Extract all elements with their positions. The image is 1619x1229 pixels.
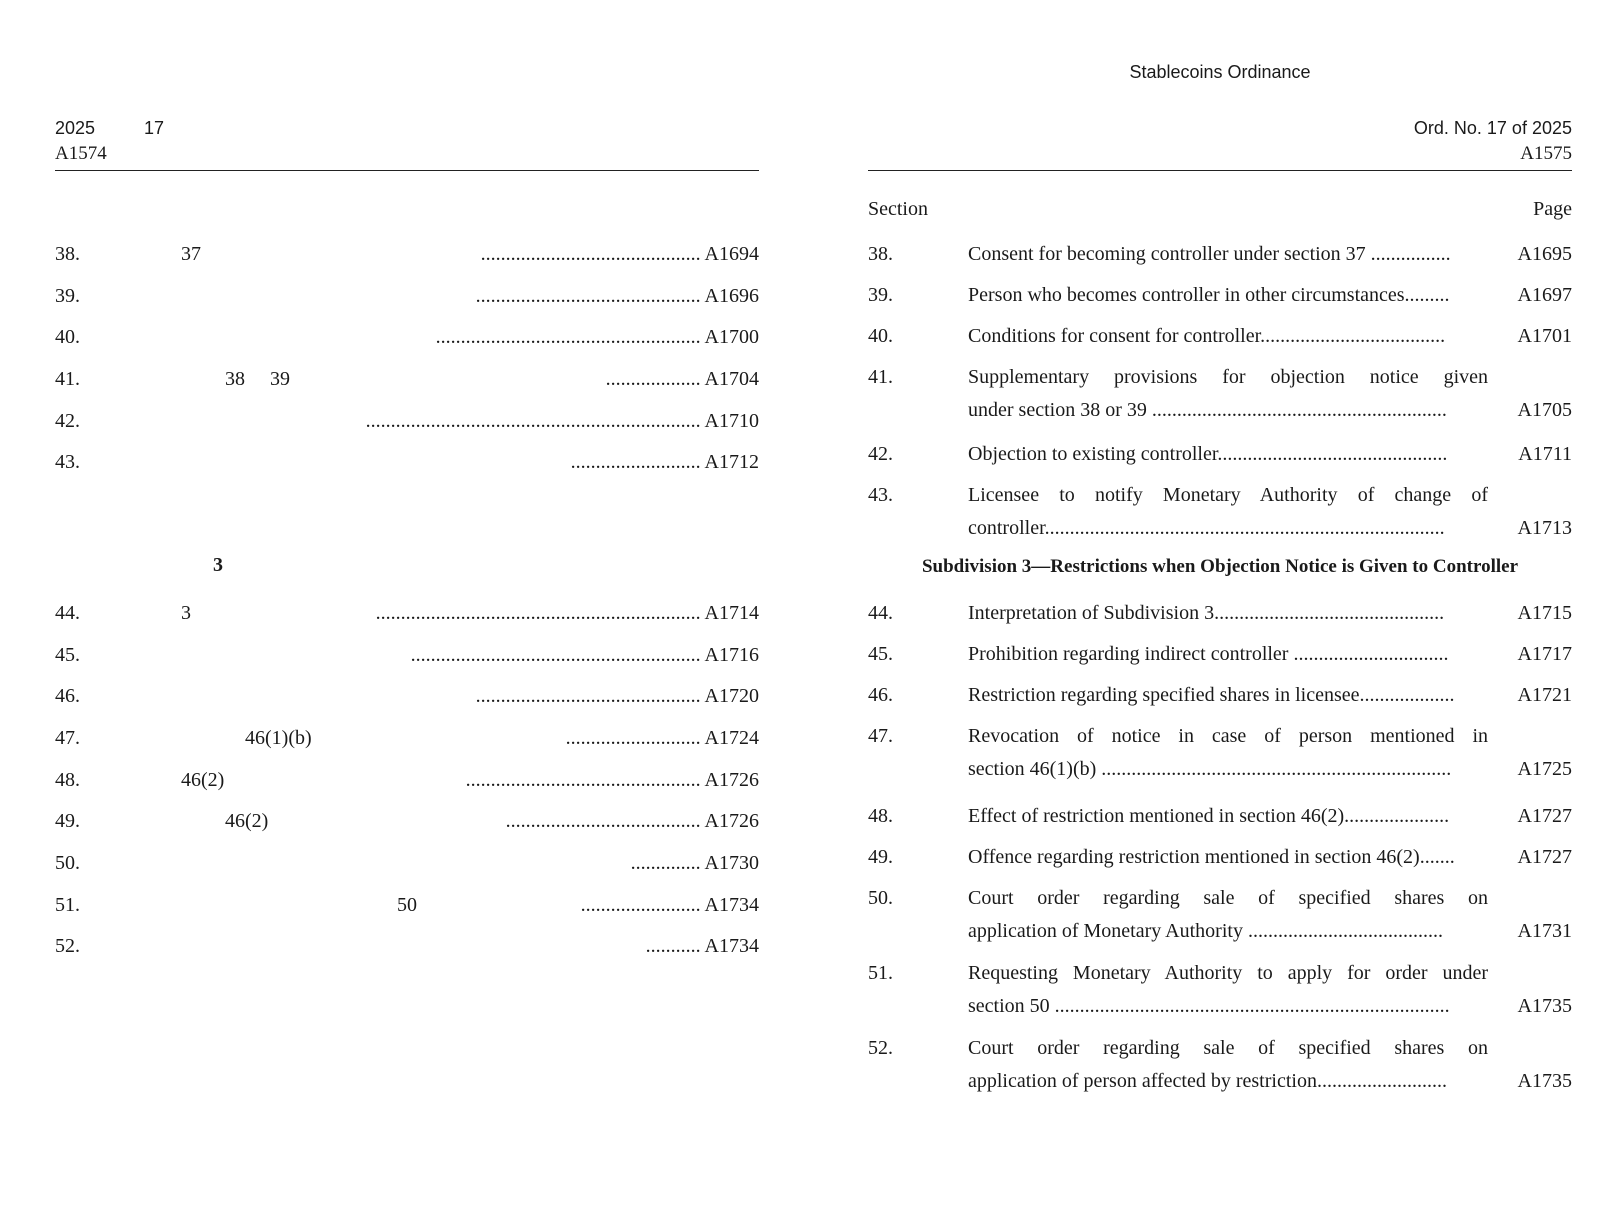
page-reference: A1710 bbox=[704, 410, 759, 432]
section-number: 46. bbox=[55, 685, 80, 707]
entry-title bbox=[968, 800, 1488, 833]
page-reference: A1704 bbox=[704, 368, 759, 390]
toc-entry bbox=[868, 957, 1572, 1023]
entry-title-line-with-leader: controller................................................................................ bbox=[968, 517, 1445, 539]
page-reference: A1730 bbox=[704, 852, 759, 874]
section-number: 38. bbox=[55, 243, 80, 265]
dot-leader: .......................... bbox=[570, 451, 701, 473]
section-number: 40. bbox=[868, 325, 893, 347]
entry-title-line: Requesting Monetary Authority to apply for order under bbox=[968, 962, 1488, 984]
left-toc-entry bbox=[55, 722, 759, 755]
entry-title bbox=[968, 638, 1488, 671]
entry-title-line-with-leader: Conditions for consent for controller..................................... bbox=[968, 325, 1446, 347]
column-headings bbox=[868, 198, 1572, 221]
dot-leader: ............................................... bbox=[465, 769, 701, 791]
page-reference: A1711 bbox=[1514, 438, 1572, 471]
entry-title-line: Licensee to notify Monetary Authority of change of bbox=[968, 484, 1488, 506]
entry-title-line-with-leader: Consent for becoming controller under section 37 ................ bbox=[968, 243, 1451, 265]
page-reference: A1734 bbox=[704, 935, 759, 957]
page-reference: A1716 bbox=[704, 644, 759, 666]
toc-entry bbox=[868, 720, 1572, 786]
entry-title bbox=[968, 597, 1488, 630]
dot-leader: ........................... bbox=[565, 727, 701, 749]
section-number: 51. bbox=[55, 894, 80, 916]
left-header-year: 2025 bbox=[55, 118, 96, 138]
page-reference: A1724 bbox=[704, 727, 759, 749]
entry-fragment: 46(1)(b) bbox=[245, 727, 312, 749]
section-number: 46. bbox=[868, 684, 893, 706]
dot-leader: ............................................ bbox=[480, 243, 701, 265]
page-reference: A1735 bbox=[1514, 990, 1572, 1023]
left-toc-entry bbox=[55, 805, 759, 838]
dot-leader: .......................................................... bbox=[410, 644, 701, 666]
section-number: 39. bbox=[868, 284, 893, 306]
entry-title-line-with-leader: section 50 ............................................................................... bbox=[968, 995, 1450, 1017]
toc-entry bbox=[868, 361, 1572, 427]
right-page-number: A1575 bbox=[1520, 143, 1572, 164]
entry-title-line-with-leader: Objection to existing controller.............................................. bbox=[968, 443, 1448, 465]
toc-entry bbox=[868, 638, 1572, 671]
entry-title-line-with-leader: Restriction regarding specified shares in licensee................... bbox=[968, 684, 1455, 706]
toc-entry bbox=[868, 882, 1572, 948]
dot-leader: ................................................................... bbox=[365, 410, 701, 432]
section-number: 49. bbox=[55, 810, 80, 832]
entry-title-line-with-leader: under section 38 or 39 ........................................................... bbox=[968, 399, 1447, 421]
page-reference: A1734 bbox=[704, 894, 759, 916]
page-reference: A1727 bbox=[1514, 800, 1572, 833]
running-title: Stablecoins Ordinance bbox=[1129, 62, 1311, 82]
section-number: 52. bbox=[55, 935, 80, 957]
section-number: 48. bbox=[868, 805, 893, 827]
toc-entry bbox=[868, 597, 1572, 630]
entry-title-line: Supplementary provisions for objection notice given bbox=[968, 366, 1488, 388]
page-reference: A1695 bbox=[1514, 238, 1572, 271]
right-header-rule bbox=[868, 170, 1572, 171]
section-number: 52. bbox=[868, 1037, 893, 1059]
page-reference: A1712 bbox=[704, 451, 759, 473]
dot-leader: ........... bbox=[645, 935, 701, 957]
entry-title-line-with-leader: Person who becomes controller in other circumstances......... bbox=[968, 284, 1450, 306]
section-number: 50. bbox=[55, 852, 80, 874]
toc-entry bbox=[868, 438, 1572, 471]
toc-entry bbox=[868, 1032, 1572, 1098]
entry-title bbox=[968, 238, 1488, 271]
left-toc-entry bbox=[55, 238, 759, 271]
section-number: 49. bbox=[868, 846, 893, 868]
dot-leader: ............................................. bbox=[475, 285, 701, 307]
page-reference: A1694 bbox=[704, 243, 759, 265]
section-number: 44. bbox=[55, 602, 80, 624]
entry-title-line-with-leader: Offence regarding restriction mentioned in section 46(2)....... bbox=[968, 846, 1455, 868]
dot-leader: ................................................................. bbox=[375, 602, 701, 624]
right-ord-label: Ord. No. 17 of 2025 bbox=[1413, 118, 1572, 138]
section-number: 39. bbox=[55, 285, 80, 307]
left-toc-entry bbox=[55, 597, 759, 630]
entry-title bbox=[968, 320, 1488, 353]
entry-title-line-with-leader: Interpretation of Subdivision 3.............................................. bbox=[968, 602, 1445, 624]
entry-fragment: 46(2) bbox=[181, 769, 225, 791]
left-toc-entry bbox=[55, 280, 759, 313]
section-number: 50. bbox=[868, 887, 893, 909]
section-number: 43. bbox=[868, 484, 893, 506]
entry-title bbox=[968, 438, 1488, 471]
left-toc-entry bbox=[55, 321, 759, 354]
left-toc-entry bbox=[55, 764, 759, 797]
section-number: 47. bbox=[868, 725, 893, 747]
section-number: 45. bbox=[55, 644, 80, 666]
page-column-heading: Page bbox=[1533, 198, 1572, 220]
dot-leader: ....................................... bbox=[505, 810, 701, 832]
section-number: 44. bbox=[868, 602, 893, 624]
entry-title bbox=[968, 720, 1488, 786]
entry-title-line-with-leader: Effect of restriction mentioned in section 46(2)..................... bbox=[968, 805, 1450, 827]
entry-fragment: 37 bbox=[181, 243, 201, 265]
page-reference: A1725 bbox=[1514, 753, 1572, 786]
left-page bbox=[55, 0, 759, 1229]
left-toc-entry bbox=[55, 889, 759, 922]
left-toc-entry bbox=[55, 680, 759, 713]
entry-title-line-with-leader: Prohibition regarding indirect controller ............................... bbox=[968, 643, 1449, 665]
entry-title-line-with-leader: section 46(1)(b) ...................................................................... bbox=[968, 758, 1452, 780]
page-reference: A1726 bbox=[704, 810, 759, 832]
left-toc-entry bbox=[55, 847, 759, 880]
section-number: 43. bbox=[55, 451, 80, 473]
section-number: 45. bbox=[868, 643, 893, 665]
left-toc-entry bbox=[55, 405, 759, 438]
toc-entry bbox=[868, 238, 1572, 271]
entry-title bbox=[968, 841, 1488, 874]
left-subdivision-label: 3 bbox=[213, 554, 223, 576]
entry-title bbox=[968, 1032, 1488, 1098]
dot-leader: ................... bbox=[605, 368, 701, 390]
page-reference: A1717 bbox=[1514, 638, 1572, 671]
toc-entry bbox=[868, 800, 1572, 833]
left-header-ord-no: 17 bbox=[144, 118, 165, 138]
entry-title-line-with-leader: application of Monetary Authority ....................................... bbox=[968, 920, 1443, 942]
page-reference: A1697 bbox=[1514, 279, 1572, 312]
page-reference: A1726 bbox=[704, 769, 759, 791]
toc-entry bbox=[868, 841, 1572, 874]
left-page-number: A1574 bbox=[55, 143, 107, 164]
page-reference: A1720 bbox=[704, 685, 759, 707]
page-reference: A1735 bbox=[1514, 1065, 1572, 1098]
entry-title-line: Revocation of notice in case of person mentioned in bbox=[968, 725, 1488, 747]
entry-title bbox=[968, 479, 1488, 545]
left-toc-entry bbox=[55, 363, 759, 396]
page-reference: A1700 bbox=[704, 326, 759, 348]
section-number: 40. bbox=[55, 326, 80, 348]
entry-fragment: 50 bbox=[397, 894, 417, 916]
page-reference: A1721 bbox=[1514, 679, 1572, 712]
page-reference: A1713 bbox=[1514, 512, 1572, 545]
toc-entry bbox=[868, 320, 1572, 353]
entry-title bbox=[968, 279, 1488, 312]
page-reference: A1714 bbox=[704, 602, 759, 624]
left-toc-entry bbox=[55, 446, 759, 479]
section-column-heading: Section bbox=[868, 198, 928, 220]
section-number: 42. bbox=[868, 443, 893, 465]
dot-leader: ........................ bbox=[580, 894, 701, 916]
page-reference: A1705 bbox=[1514, 394, 1572, 427]
section-number: 48. bbox=[55, 769, 80, 791]
entry-fragment: 38 39 bbox=[225, 368, 290, 390]
page-reference: A1701 bbox=[1514, 320, 1572, 353]
entry-title-line: Court order regarding sale of specified shares on bbox=[968, 887, 1488, 909]
section-number: 41. bbox=[55, 368, 80, 390]
section-number: 51. bbox=[868, 962, 893, 984]
page-reference: A1727 bbox=[1514, 841, 1572, 874]
page-reference: A1731 bbox=[1514, 915, 1572, 948]
entry-title bbox=[968, 679, 1488, 712]
dot-leader: ............................................. bbox=[475, 685, 701, 707]
section-number: 38. bbox=[868, 243, 893, 265]
page-reference: A1696 bbox=[704, 285, 759, 307]
right-page bbox=[868, 0, 1572, 1229]
entry-title bbox=[968, 361, 1488, 427]
page-reference: A1715 bbox=[1514, 597, 1572, 630]
left-toc-entry bbox=[55, 639, 759, 672]
section-number: 42. bbox=[55, 410, 80, 432]
dot-leader: .............. bbox=[630, 852, 701, 874]
dot-leader: ..................................................... bbox=[435, 326, 701, 348]
toc-entry bbox=[868, 679, 1572, 712]
subdivision-heading: Subdivision 3—Restrictions when Objection Notice is Given to Controller bbox=[921, 556, 1519, 577]
entry-title bbox=[968, 957, 1488, 1023]
entry-title bbox=[968, 882, 1488, 948]
entry-title-line: Court order regarding sale of specified shares on bbox=[968, 1037, 1488, 1059]
entry-fragment: 46(2) bbox=[225, 810, 269, 832]
left-toc-entry bbox=[55, 930, 759, 963]
section-number: 41. bbox=[868, 366, 893, 388]
left-header-rule bbox=[55, 170, 759, 171]
toc-entry bbox=[868, 479, 1572, 545]
entry-title-line-with-leader: application of person affected by restriction.......................... bbox=[968, 1070, 1447, 1092]
section-number: 47. bbox=[55, 727, 80, 749]
entry-fragment: 3 bbox=[181, 602, 191, 624]
toc-entry bbox=[868, 279, 1572, 312]
